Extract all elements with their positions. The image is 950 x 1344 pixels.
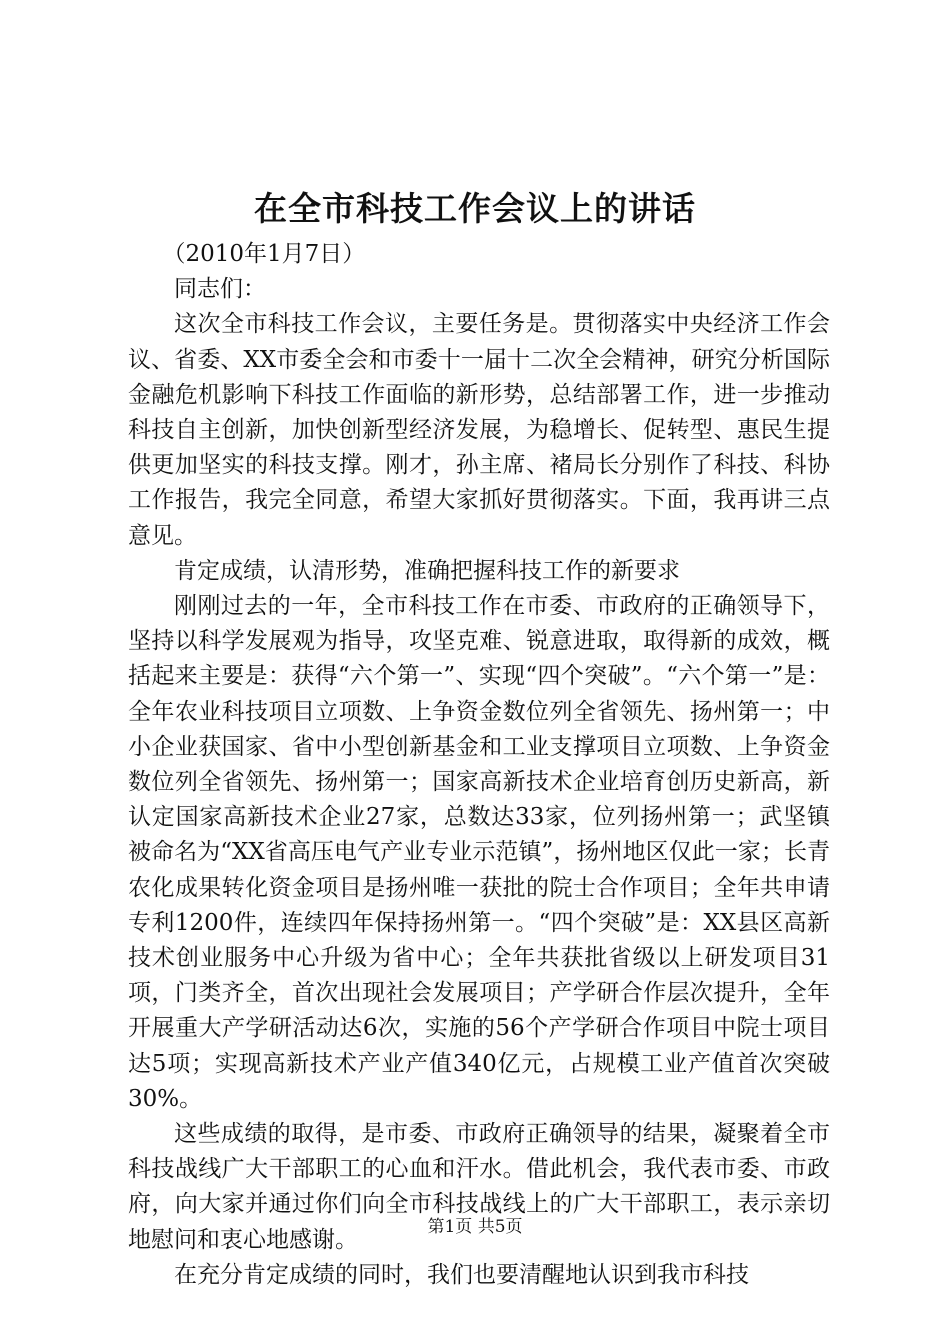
section-heading: 肯定成绩，认清形势，准确把握科技工作的新要求 (174, 557, 680, 584)
page-footer: 第1页 共5页 (427, 1217, 523, 1237)
paragraph-thanks: 这些成绩的取得，是市委、市政府正确领导的结果，凝聚着全市科技战线广大干部职工的心血和汗水。借此机会，我代表市委、市政府，向大家并通过你们向全市科技战线上的广大干部职工，表示亲切地慰问和衷心地感谢。 (128, 1121, 830, 1253)
speech-date: （2010年1月7日） (162, 241, 366, 267)
salutation: 同志们： (174, 276, 266, 303)
paragraph-achievements: 刚刚过去的一年，全市科技工作在市委、市政府的正确领导下，坚持以科学发展观为指导，攻坚克难、锐意进取，取得新的成效，概括起来主要是：获得“六个第一”、实现“四个突破”。“六个第一”是：全年农业科技项目立项数、上争资金数位列全省领先、扬州第一；中小企业获国家、省中小型创新基金和工业支撑项目立项数、上争资金数位列全省领先、扬州第一；国家高新技术企业培育创历史新高，新认定国家高新技术企业27家，总数达33家，位列扬州第一；武坚镇被命名为“XX省高压电气产业专业示范镇”，扬州地区仅此一家；长青农化成果转化资金项目是扬州唯一获批的院士合作项目；全年共申请专利1200件，连续四年保持扬州第一。“四个突破”是：XX县区高新技术创业服务中心升级为省中心；全年共获批省级以上研发项目31项，门类齐全，首次出现社会发展项目；产学研合作层次提升，全年开展重大产学研活动达6次，实施的56个产学研合作项目中院士项目达5项；实现高新技术产业产值340亿元，占规模工业产值首次突破30%。 (128, 593, 830, 1112)
document-body (128, 237, 830, 1293)
paragraph-intro: 这次全市科技工作会议，主要任务是。贯彻落实中央经济工作会议、省委、XX市委全会和市委十一届十二次全会精神，研究分析国际金融危机影响下科技工作面临的新形势，总结部署工作，进一步推动科技自主创新，加快创新型经济发展，为稳增长、促转型、惠民生提供更加坚实的科技支撑。刚才，孙主席、褚局长分别作了科技、科协工作报告，我完全同意，希望大家抓好贯彻落实。下面，我再讲三点意见。 (128, 311, 830, 549)
paragraph-continuation: 在充分肯定成绩的同时，我们也要清醒地认识到我市科技 (174, 1261, 749, 1288)
document-title: 在全市科技工作会议上的讲话 (254, 189, 696, 228)
